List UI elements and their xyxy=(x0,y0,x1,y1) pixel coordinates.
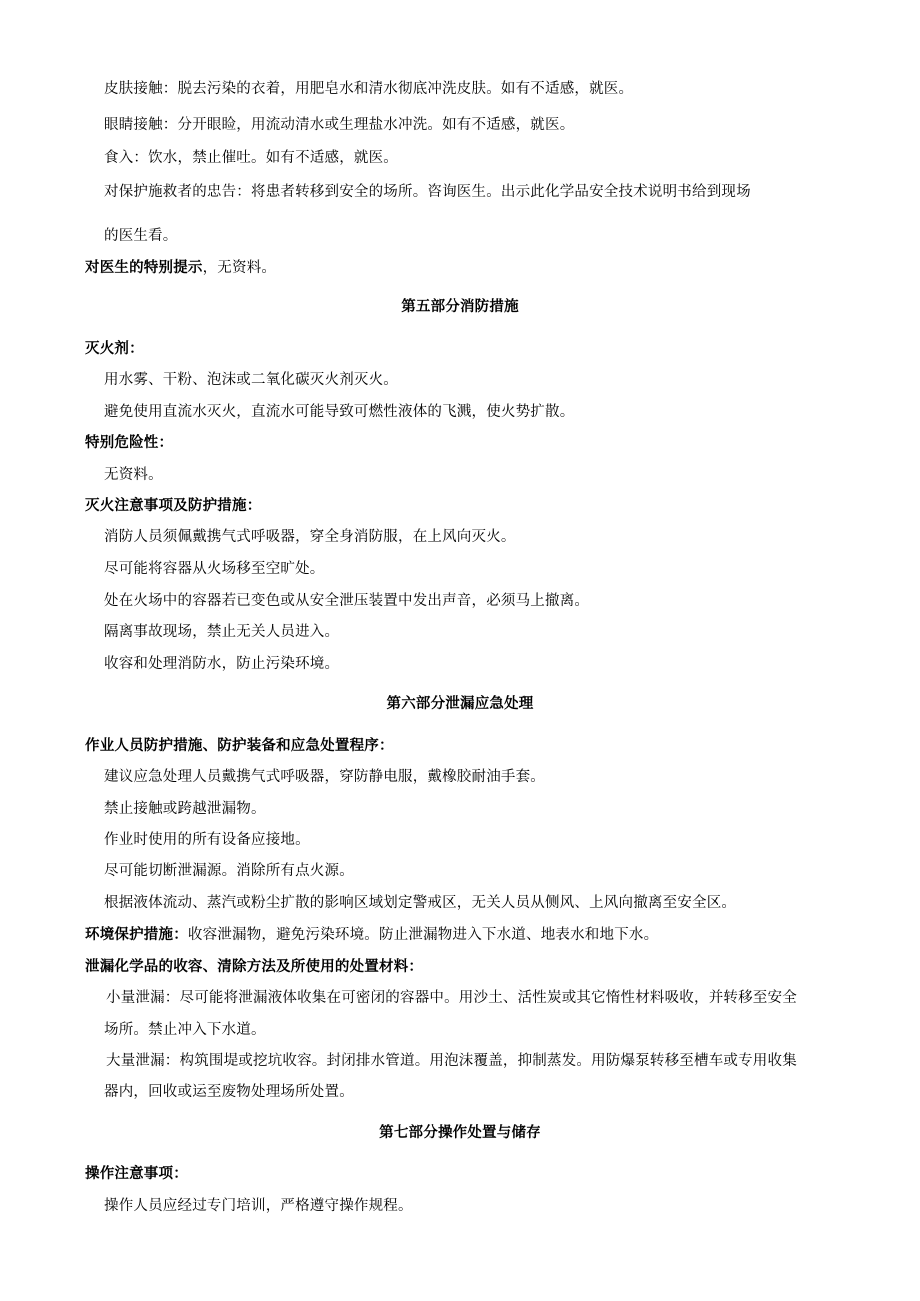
section7-handling-item: 操作人员应经过专门培训，严格遵守操作规程。 xyxy=(104,1198,413,1214)
doctor-note-value: ，无资料。 xyxy=(202,260,277,276)
section6-env xyxy=(85,925,658,945)
section5-extinguishing-item: 用水雾、干粉、泡沫或二氧化碳灭火剂灭火。 xyxy=(104,372,398,388)
section6-env-label: 环境保护措施： xyxy=(85,926,188,943)
section5-precaution-item: 尽可能将容器从火场移至空旷处。 xyxy=(104,561,325,577)
section5-title: 第五部分消防措施 xyxy=(401,298,519,315)
section6-large-line1: 大量泄漏：构筑围堤或挖坑收容。封闭排水管道。用泡沫覆盖，抑制蒸发。用防爆泵转移至槽车或专用收集 xyxy=(106,1053,797,1069)
section6-large-line2: 器内，回收或运至废物处理场所处置。 xyxy=(104,1084,354,1100)
first-aid-ingestion: 食入：饮水，禁止催吐。如有不适感，就医。 xyxy=(104,150,398,166)
section6-small-line2: 场所。禁止冲入下水道。 xyxy=(104,1022,266,1038)
section6-env-value: 收容泄漏物，避免污染环境。防止泄漏物进入下水道、地表水和地下水。 xyxy=(187,927,659,943)
doctor-note-label: 对医生的特别提示 xyxy=(85,259,203,276)
first-aid-rescuer-line1: 对保护施救者的忠告：将患者转移到安全的场所。咨询医生。出示此化学品安全技术说明书给到现场 xyxy=(104,184,751,200)
section6-personal-item: 根据液体流动、蒸汽或粉尘扩散的影响区域划定警戒区，无关人员从侧风、上风向撤离至安全区。 xyxy=(104,895,737,911)
doctor-note xyxy=(85,258,276,278)
section5-extinguishing-label: 灭火剂： xyxy=(85,340,144,357)
first-aid-rescuer-line2: 的医生看。 xyxy=(104,228,178,244)
section5-precaution-item: 收容和处理消防水，防止污染环境。 xyxy=(104,656,340,672)
section6-personal-item: 作业时使用的所有设备应接地。 xyxy=(104,832,310,848)
section6-title: 第六部分泄漏应急处理 xyxy=(386,695,534,712)
first-aid-eyes: 眼睛接触：分开眼睑，用流动清水或生理盐水冲洗。如有不适感，就医。 xyxy=(104,117,575,133)
section6-personal-label: 作业人员防护措施、防护装备和应急处置程序： xyxy=(85,737,394,754)
section5-precautions-label: 灭火注意事项及防护措施： xyxy=(85,497,262,514)
section5-hazards-label: 特别危险性： xyxy=(85,434,174,451)
first-aid-skin: 皮肤接触：脱去污染的衣着，用肥皂水和清水彻底冲洗皮肤。如有不适感，就医。 xyxy=(104,81,634,97)
section5-extinguishing-item: 避免使用直流水灭火，直流水可能导致可燃性液体的飞溅，使火势扩散。 xyxy=(104,404,575,420)
section6-personal-item: 尽可能切断泄漏源。消除所有点火源。 xyxy=(104,863,354,879)
section5-hazards-value: 无资料。 xyxy=(104,467,163,483)
section5-precaution-item: 隔离事故现场，禁止无关人员进入。 xyxy=(104,624,340,640)
section7-handling-label: 操作注意事项： xyxy=(85,1165,188,1182)
section6-personal-item: 建议应急处理人员戴携气式呼吸器，穿防静电服，戴橡胶耐油手套。 xyxy=(104,769,545,785)
section6-cleanup-label: 泄漏化学品的收容、清除方法及所使用的处置材料： xyxy=(85,958,424,975)
section5-precaution-item: 消防人员须佩戴携气式呼吸器，穿全身消防服，在上风向灭火。 xyxy=(104,529,516,545)
section6-small-line1: 小量泄漏：尽可能将泄漏液体收集在可密闭的容器中。用沙土、活性炭或其它惰性材料吸收，并转移至安全 xyxy=(106,990,797,1006)
section5-precaution-item: 处在火场中的容器若已变色或从安全泄压装置中发出声音，必须马上撤离。 xyxy=(104,593,590,609)
section6-personal-item: 禁止接触或跨越泄漏物。 xyxy=(104,801,266,817)
section7-title: 第七部分操作处置与储存 xyxy=(379,1124,541,1141)
